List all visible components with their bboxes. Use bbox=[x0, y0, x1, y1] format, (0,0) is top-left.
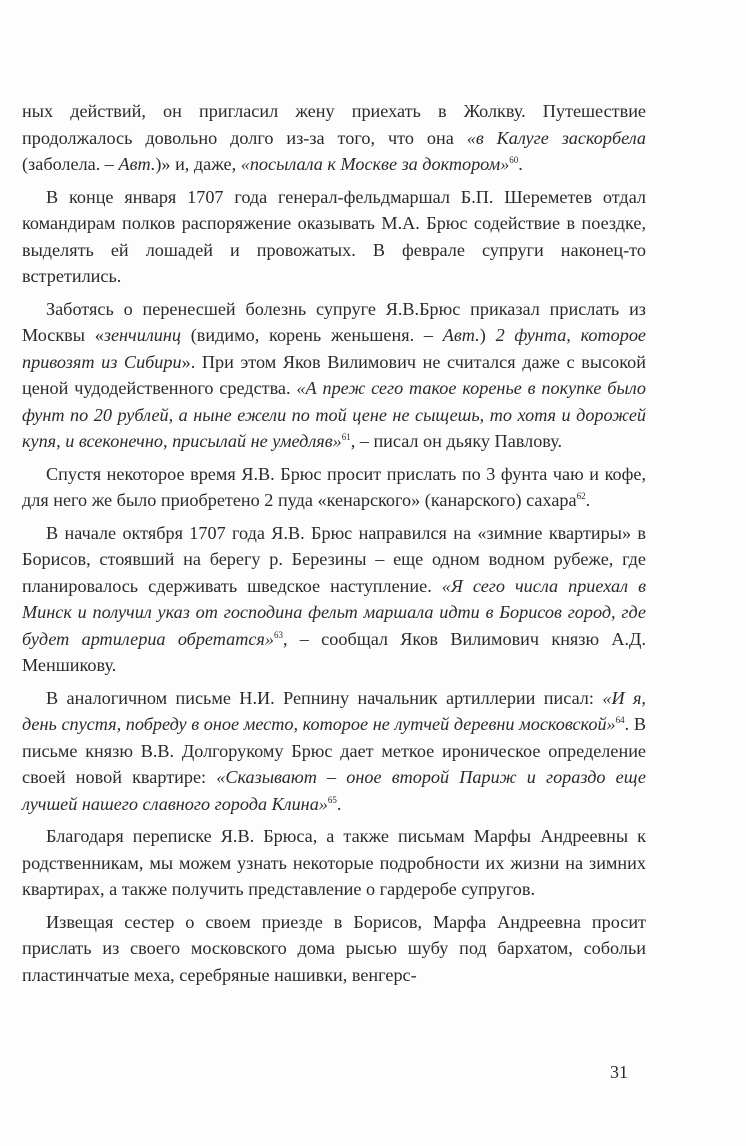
plain-text: В аналогичном письме Н.И. Репнину начальник артиллерии писал: bbox=[46, 687, 603, 708]
quote-text: «А преж сего такое коренье в покупке было фунт по 20 рублей, а ныне ежели по той цене не сыщешь, то хотя и дорожей купя, и всеконечно, присылай не умедляв» bbox=[22, 378, 646, 451]
body-text bbox=[22, 98, 646, 994]
quote-text: «посылала к Москве за доктором» bbox=[240, 154, 510, 174]
paragraph bbox=[22, 461, 646, 514]
quote-text: «в Калуге заскорбела bbox=[466, 127, 646, 148]
quote-text: Авт. bbox=[442, 325, 480, 345]
page-number: 31 bbox=[610, 1062, 628, 1082]
quote-text: «Я сего числа приехал в Минск и получил указ от господина фельт маршала идти в Борисов город, где будет артилериа обретатся» bbox=[22, 575, 646, 649]
plain-text: , – сообщал Яков Вилимович князю А.Д. Меншикову. bbox=[22, 628, 646, 675]
paragraph bbox=[22, 184, 646, 290]
footnote-ref: 62 bbox=[576, 490, 586, 501]
plain-text: Спустя некоторое время Я.В. Брюс просит прислать по 3 фунта чаю и кофе, для него же было приобретено 2 пуда «кенарского» (канарского) сахара bbox=[22, 463, 646, 510]
paragraph bbox=[22, 296, 646, 455]
paragraph bbox=[22, 685, 646, 818]
paragraph bbox=[22, 909, 646, 989]
plain-text: ных действий, он пригласил жену приехать в Жолкву. Путешествие продолжалось довольно долго из-за того, что она bbox=[22, 101, 646, 148]
footnote-ref: 61 bbox=[341, 431, 351, 442]
plain-text: (заболела. – bbox=[22, 154, 119, 174]
plain-text: )» и, даже, bbox=[155, 154, 241, 174]
plain-text: . bbox=[585, 490, 591, 510]
plain-text: ». При этом Яков Вилимович не считался даже с высокой ценой чудодейственного средства. bbox=[22, 351, 646, 398]
paragraph bbox=[22, 520, 646, 679]
paragraph bbox=[22, 823, 646, 903]
footnote-ref: 64 bbox=[615, 714, 625, 725]
footnote-ref: 65 bbox=[327, 794, 337, 805]
plain-text: . В письме князю В.В. Долгорукому Брюс дает меткое ироническое определение своей новой квартире: bbox=[22, 714, 646, 787]
plain-text: В конце января 1707 года генерал-фельдмаршал Б.П. Шереметев отдал командирам полков распоряжение оказывать М.А. Брюс содействие в поездке, выделять ей лошадей и провожатых. В феврале супруги наконец-то встретились. bbox=[22, 186, 646, 286]
plain-text: ) bbox=[479, 325, 496, 345]
quote-text: Авт. bbox=[118, 154, 156, 174]
plain-text: (видимо, корень женьшеня. – bbox=[180, 325, 443, 345]
plain-text: В начале октября 1707 года Я.В. Брюс направился на «зимние квартиры» в Борисов, стоявший на берегу р. Березины – еще одном водном рубеже, где планировалось сдерживать шведское наступление. bbox=[22, 522, 646, 596]
quote-text: «Сказывают – оное второй Париж и гораздо еще лучшей нашего славного города Клина» bbox=[22, 767, 646, 814]
plain-text: , – писал он дьяку Павлову. bbox=[350, 431, 563, 451]
plain-text: Извещая сестер о своем приезде в Борисов, Марфа Андреевна просит прислать из своего московского дома рысью шубу под бархатом, собольи пластинчатые меха, серебряные нашивки, венгерс- bbox=[22, 911, 646, 985]
footnote-ref: 63 bbox=[273, 629, 283, 640]
plain-text: Заботясь о перенесшей болезнь супруге Я.В.Брюс приказал прислать из Москвы « bbox=[22, 298, 646, 345]
paragraph bbox=[22, 98, 646, 178]
quote-text: 2 фунта, которое привозят из Сибири bbox=[22, 325, 646, 372]
quote-text: зенчилинц bbox=[103, 325, 181, 345]
plain-text: . bbox=[336, 793, 342, 814]
footnote-ref: 60 bbox=[509, 154, 519, 165]
quote-text: «И я, день спустя, побреду в оное место, которое не лутчей деревни московской» bbox=[22, 687, 646, 734]
plain-text: Благодаря переписке Я.В. Брюса, а также письмам Марфы Андреевны к родственникам, мы можем узнать некоторые подробности их жизни на зимних квартирах, а также получить представление о гардеробе супругов. bbox=[22, 826, 646, 899]
plain-text: . bbox=[518, 154, 523, 174]
